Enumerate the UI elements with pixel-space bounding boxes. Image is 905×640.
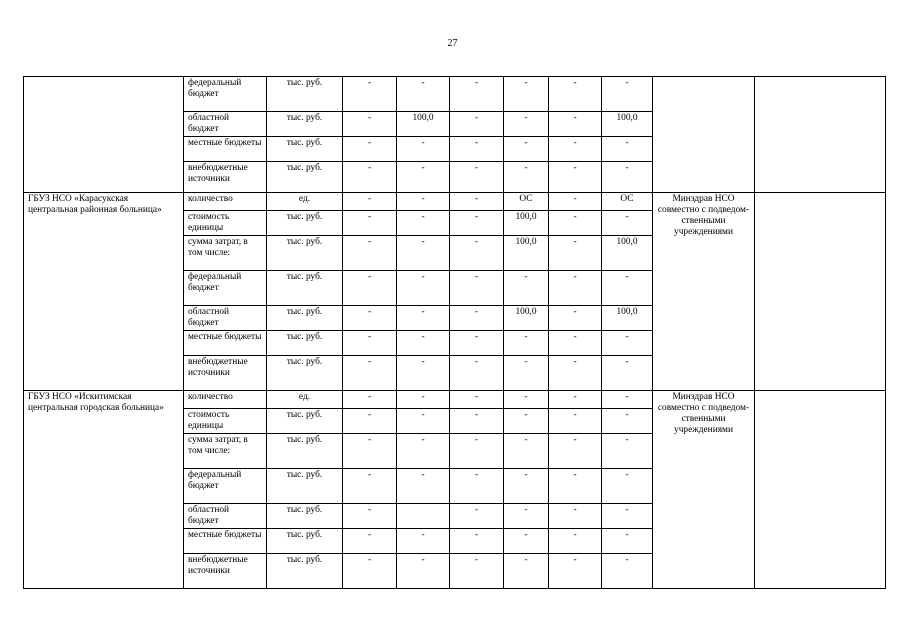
- value-cell: -: [450, 529, 504, 554]
- row-label: количество: [184, 193, 267, 211]
- value-cell: -: [343, 504, 397, 529]
- value-cell: -: [504, 554, 549, 589]
- value-cell: -: [602, 434, 653, 469]
- value-cell: -: [450, 409, 504, 434]
- value-cell: -: [343, 409, 397, 434]
- value-cell: -: [343, 211, 397, 236]
- value-cell: -: [504, 469, 549, 504]
- value-cell: -: [504, 331, 549, 356]
- unit-cell: тыс. руб.: [267, 77, 343, 112]
- value-cell: ОС: [602, 193, 653, 211]
- value-cell: -: [602, 391, 653, 409]
- value-cell: -: [549, 391, 602, 409]
- value-cell: -: [343, 137, 397, 162]
- value-cell: -: [450, 271, 504, 306]
- value-cell: -: [343, 77, 397, 112]
- value-cell: -: [343, 554, 397, 589]
- table-row: [24, 391, 886, 409]
- unit-cell: ед.: [267, 391, 343, 409]
- value-cell: -: [343, 529, 397, 554]
- value-cell: ОС: [504, 193, 549, 211]
- row-label: стоимость единицы: [184, 211, 267, 236]
- value-cell: -: [397, 434, 450, 469]
- value-cell: -: [343, 112, 397, 137]
- value-cell: -: [602, 409, 653, 434]
- unit-cell: тыс. руб.: [267, 434, 343, 469]
- value-cell: -: [397, 391, 450, 409]
- result-cell: [755, 391, 886, 589]
- value-cell: -: [450, 236, 504, 271]
- value-cell: -: [343, 469, 397, 504]
- value-cell: -: [504, 77, 549, 112]
- unit-cell: тыс. руб.: [267, 469, 343, 504]
- value-cell: -: [397, 554, 450, 589]
- unit-cell: тыс. руб.: [267, 112, 343, 137]
- value-cell: -: [549, 504, 602, 529]
- row-label: внебюджетные источники: [184, 356, 267, 391]
- institution-name: ГБУЗ НСО «Карасукская центральная районная больница»: [24, 193, 184, 391]
- value-cell: -: [504, 271, 549, 306]
- row-label: сумма затрат, в том числе:: [184, 236, 267, 271]
- row-label: федеральный бюджет: [184, 271, 267, 306]
- value-cell: -: [450, 356, 504, 391]
- value-cell: -: [343, 193, 397, 211]
- row-label: внебюджетные источники: [184, 162, 267, 193]
- executor-cell: Минздрав НСО совместно с подведом-ственными учреждениями: [653, 391, 755, 589]
- value-cell: -: [602, 271, 653, 306]
- value-cell: -: [549, 306, 602, 331]
- unit-cell: тыс. руб.: [267, 331, 343, 356]
- value-cell: -: [397, 356, 450, 391]
- value-cell: -: [450, 554, 504, 589]
- value-cell: -: [397, 236, 450, 271]
- value-cell: 100,0: [504, 306, 549, 331]
- value-cell: 100,0: [602, 236, 653, 271]
- value-cell: -: [450, 112, 504, 137]
- value-cell: -: [343, 236, 397, 271]
- value-cell: -: [549, 77, 602, 112]
- value-cell: 100,0: [504, 236, 549, 271]
- value-cell: -: [602, 529, 653, 554]
- row-label: местные бюджеты: [184, 137, 267, 162]
- value-cell: -: [397, 137, 450, 162]
- value-cell: -: [549, 529, 602, 554]
- value-cell: -: [602, 162, 653, 193]
- unit-cell: тыс. руб.: [267, 356, 343, 391]
- value-cell: -: [549, 409, 602, 434]
- value-cell: -: [397, 529, 450, 554]
- value-cell: 100,0: [602, 112, 653, 137]
- table-row: [24, 77, 886, 112]
- value-cell: -: [602, 211, 653, 236]
- value-cell: -: [450, 469, 504, 504]
- value-cell: -: [504, 162, 549, 193]
- value-cell: -: [343, 306, 397, 331]
- value-cell: -: [397, 331, 450, 356]
- value-cell: -: [549, 112, 602, 137]
- value-cell: -: [450, 211, 504, 236]
- row-label: федеральный бюджет: [184, 469, 267, 504]
- value-cell: -: [397, 306, 450, 331]
- table-body: [24, 77, 886, 589]
- value-cell: -: [397, 409, 450, 434]
- value-cell: -: [450, 137, 504, 162]
- value-cell: -: [504, 529, 549, 554]
- value-cell: -: [343, 162, 397, 193]
- result-cell: [755, 193, 886, 391]
- value-cell: -: [343, 331, 397, 356]
- value-cell: -: [549, 271, 602, 306]
- executor-cell: Минздрав НСО совместно с подведом-ственными учреждениями: [653, 193, 755, 391]
- value-cell: -: [549, 554, 602, 589]
- value-cell: 100,0: [602, 306, 653, 331]
- table-row: [24, 193, 886, 211]
- unit-cell: тыс. руб.: [267, 554, 343, 589]
- row-label: областной бюджет: [184, 504, 267, 529]
- value-cell: -: [549, 356, 602, 391]
- value-cell: -: [549, 137, 602, 162]
- institution-name: ГБУЗ НСО «Искитимская центральная городская больница»: [24, 391, 184, 589]
- value-cell: -: [549, 193, 602, 211]
- value-cell: -: [343, 271, 397, 306]
- value-cell: -: [602, 504, 653, 529]
- value-cell: -: [450, 434, 504, 469]
- value-cell: -: [549, 469, 602, 504]
- row-label: местные бюджеты: [184, 529, 267, 554]
- value-cell: -: [549, 331, 602, 356]
- value-cell: -: [602, 77, 653, 112]
- value-cell: -: [450, 306, 504, 331]
- value-cell: -: [450, 504, 504, 529]
- executor-cell: [653, 77, 755, 193]
- value-cell: -: [549, 236, 602, 271]
- value-cell: -: [549, 162, 602, 193]
- row-label: федеральный бюджет: [184, 77, 267, 112]
- value-cell: -: [602, 137, 653, 162]
- row-label: областной бюджет: [184, 306, 267, 331]
- value-cell: -: [397, 271, 450, 306]
- value-cell: -: [602, 331, 653, 356]
- row-label: количество: [184, 391, 267, 409]
- value-cell: -: [602, 554, 653, 589]
- value-cell: -: [397, 469, 450, 504]
- unit-cell: тыс. руб.: [267, 137, 343, 162]
- row-label: стоимость единицы: [184, 409, 267, 434]
- institution-cell: [24, 77, 184, 193]
- unit-cell: тыс. руб.: [267, 529, 343, 554]
- value-cell: -: [343, 356, 397, 391]
- page-number: 27: [447, 38, 458, 49]
- value-cell: -: [343, 434, 397, 469]
- value-cell: -: [397, 193, 450, 211]
- value-cell: -: [504, 137, 549, 162]
- unit-cell: тыс. руб.: [267, 162, 343, 193]
- value-cell: -: [504, 504, 549, 529]
- value-cell: -: [504, 434, 549, 469]
- value-cell: 100,0: [397, 112, 450, 137]
- value-cell: -: [504, 112, 549, 137]
- value-cell: 100,0: [504, 211, 549, 236]
- value-cell: -: [397, 77, 450, 112]
- row-label: внебюджетные источники: [184, 554, 267, 589]
- value-cell: -: [504, 391, 549, 409]
- value-cell: -: [450, 391, 504, 409]
- result-cell: [755, 77, 886, 193]
- value-cell: -: [397, 162, 450, 193]
- value-cell: -: [450, 331, 504, 356]
- value-cell: -: [549, 434, 602, 469]
- value-cell: -: [450, 77, 504, 112]
- row-label: сумма затрат, в том числе:: [184, 434, 267, 469]
- unit-cell: тыс. руб.: [267, 306, 343, 331]
- value-cell: -: [397, 211, 450, 236]
- unit-cell: тыс. руб.: [267, 271, 343, 306]
- unit-cell: тыс. руб.: [267, 236, 343, 271]
- unit-cell: ед.: [267, 193, 343, 211]
- unit-cell: тыс. руб.: [267, 409, 343, 434]
- unit-cell: тыс. руб.: [267, 211, 343, 236]
- value-cell: -: [504, 356, 549, 391]
- budget-table: [23, 76, 886, 589]
- value-cell: -: [602, 356, 653, 391]
- unit-cell: тыс. руб.: [267, 504, 343, 529]
- value-cell: -: [450, 193, 504, 211]
- value-cell: [397, 504, 450, 529]
- row-label: областной бюджет: [184, 112, 267, 137]
- value-cell: -: [343, 391, 397, 409]
- row-label: местные бюджеты: [184, 331, 267, 356]
- value-cell: -: [504, 409, 549, 434]
- value-cell: -: [549, 211, 602, 236]
- value-cell: -: [450, 162, 504, 193]
- value-cell: -: [602, 469, 653, 504]
